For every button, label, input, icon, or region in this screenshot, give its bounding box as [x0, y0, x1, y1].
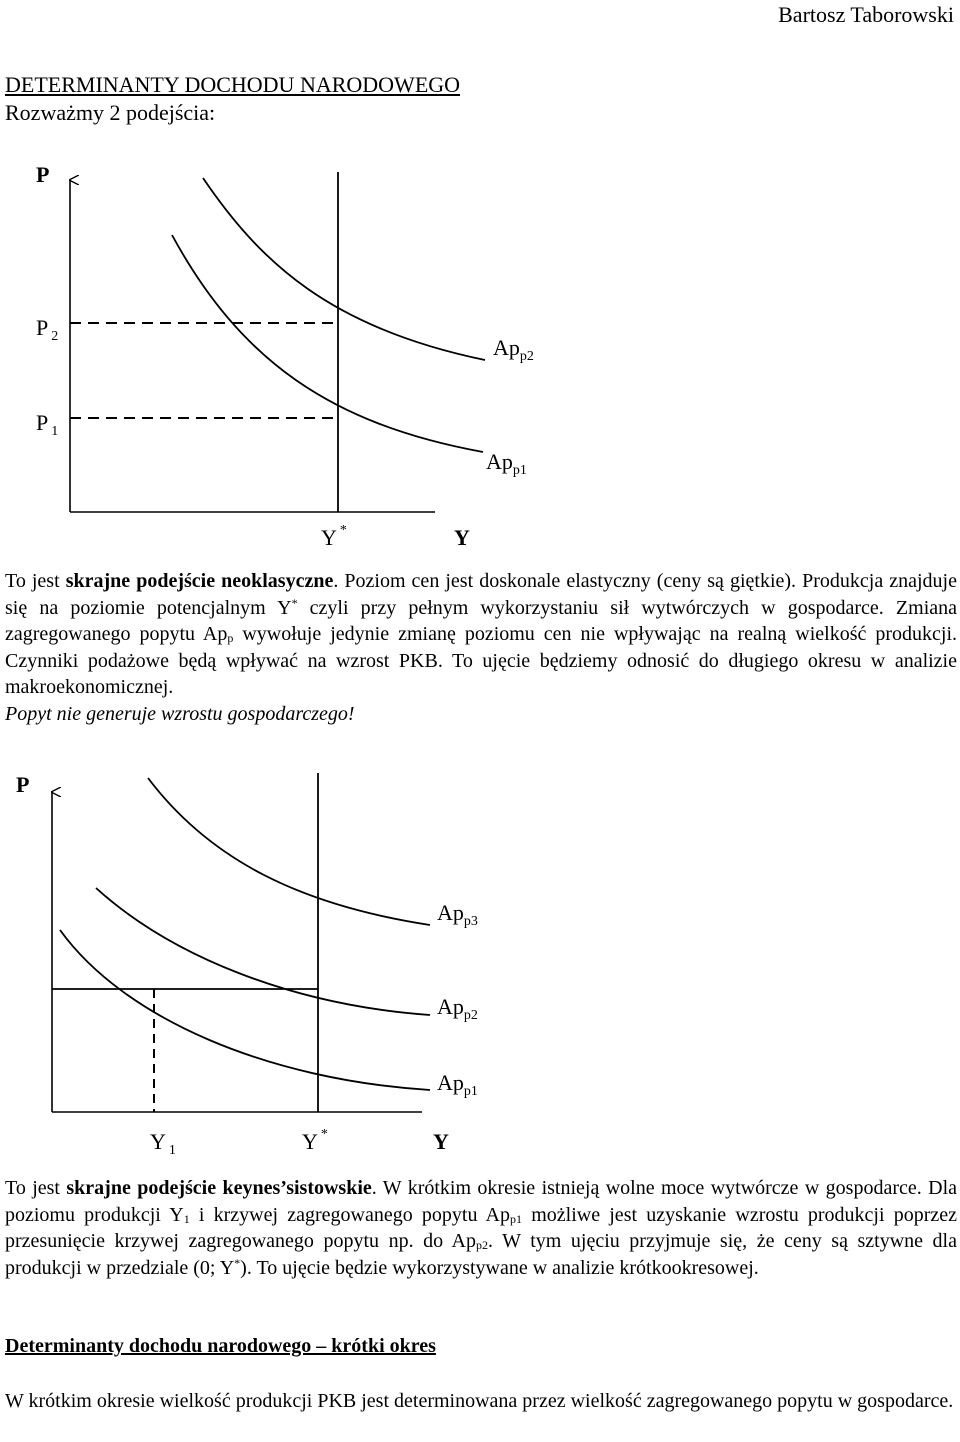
y1-label: Y $_1$ — [150, 1129, 176, 1158]
demand-curve-ap3 — [148, 778, 430, 925]
demand-curve-ap2 — [96, 888, 430, 1015]
curve-label-ap3: $Ap_{p3}$ — [437, 900, 478, 929]
curve-label-ap2: $Ap_{p2}$ — [437, 994, 478, 1023]
neoclassical-paragraph: To jest skrajne podejście neoklasyczne. Poziom cen jest doskonale elastyczny (ceny są giętkie). Produkcja znajduje się na poziomie potencjalnym Y* czyli przy pełnym wykorzystaniu sił wytwórczych w gospodarce. Zmiana zagregowanego popytu $Ap_p$ wywołuje jedynie zmianę poziomu cen nie wpływając na realną wielkość produkcji. Czynniki podażowe będą wpływać na wzrost PKB. To ujęcie będziemy odnosić do długiego okresu w analizie makroekonomicznej. Popyt nie generuje wzrostu gospodarczego! — [5, 570, 958, 725]
x-axis-label: Y — [433, 1129, 449, 1154]
curve-label-ap1: $Ap_{p1}$ — [437, 1070, 478, 1099]
potential-output-label: Y * — [302, 1127, 328, 1154]
author-name: Bartosz Taborowski — [778, 2, 954, 27]
short-run-paragraph: W krótkim okresie wielkość produkcji PKB jest determinowana przez wielkość zagregowanego popytu w gospodarce. — [5, 1390, 954, 1412]
p2-label: P $_2$ — [36, 315, 59, 344]
demand-curve-ap1 — [172, 235, 483, 452]
document-subtitle: Rozważmy 2 podejścia: — [5, 100, 216, 125]
document-title: DETERMINANTY DOCHODU NARODOWEGO — [5, 72, 461, 97]
curve-label-ap2: $Ap_{p2}$ — [493, 335, 534, 364]
keynesian-paragraph: To jest skrajne podejście keynes’sistowskie. W krótkim okresie istnieją wolne moce wytwórcze w gospodarce. Dla poziomu produkcji $Y_1$ i krzywej zagregowanego popytu $Ap_{p1}$ możliwe jest uzyskanie wzrostu produkcji poprzez przesunięcie krzywej zagregowanego popytu np. do $Ap_{p2}$. W tym ujęciu przyjmuje się, że ceny są sztywne dla produkcji w przedziale (0; Y*). To ujęcie będzie wykorzystywane w analizie krótkookresowej. — [5, 1177, 958, 1279]
p1-label: P $_1$ — [36, 410, 59, 439]
neoclassical-graph — [0, 150, 960, 560]
demand-curve-ap2 — [203, 178, 485, 360]
potential-output-label: Y * — [321, 523, 347, 550]
section-heading: Determinanty dochodu narodowego – krótki okres — [5, 1335, 436, 1357]
emphasis-note: Popyt nie generuje wzrostu gospodarczego! — [5, 702, 355, 725]
curve-label-ap1: $Ap_{p1}$ — [486, 449, 527, 478]
y-axis-label: P — [16, 772, 30, 797]
demand-curve-ap1 — [60, 930, 430, 1090]
y-axis-label: P — [36, 162, 50, 187]
keynesian-graph — [0, 760, 960, 1160]
x-axis-label: Y — [454, 525, 470, 550]
